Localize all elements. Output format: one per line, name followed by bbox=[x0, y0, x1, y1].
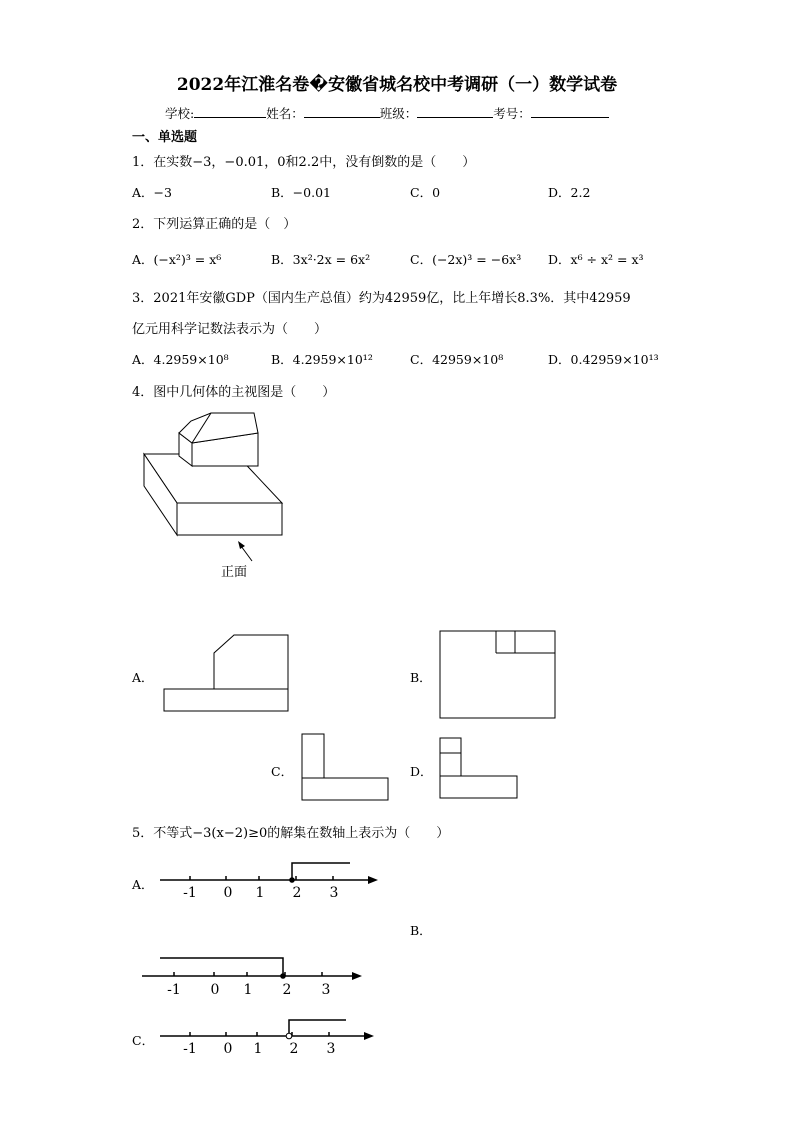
front-label: 正面 bbox=[221, 565, 248, 580]
q1-stem: 1．在实数−3，−0.01，0和2.2中，没有倒数的是（ ） bbox=[132, 155, 476, 170]
q3-option-d: D．0.42959×10¹³ bbox=[548, 352, 659, 367]
q3-option-c: C．42959×10⁸ bbox=[410, 352, 504, 367]
section-heading: 一、单选题 bbox=[132, 130, 198, 145]
q4-stem: 4．图中几何体的主视图是（ ） bbox=[132, 385, 336, 400]
q4-option-c-label: C． bbox=[271, 764, 294, 779]
axis-tick-label: 3 bbox=[326, 1041, 336, 1057]
q3-stem-line1: 3．2021年安徽GDP（国内生产总值）约为42959亿，比上年增长8.3%．其中42959 bbox=[132, 291, 631, 306]
q4-option-d-label: D． bbox=[410, 764, 433, 779]
q5-option-b-number-line bbox=[142, 958, 362, 980]
axis-tick-label: 1 bbox=[253, 1041, 263, 1057]
exam-title: 2022年江淮名卷�安徽省城名校中考调研（一）数学试卷 bbox=[176, 75, 618, 95]
q5-option-a-label: A． bbox=[132, 877, 154, 892]
q2-option-d: D．x⁶ ÷ x² = x³ bbox=[548, 252, 644, 267]
axis-tick-label: -1 bbox=[167, 982, 181, 998]
q3-option-b: B．4.2959×10¹² bbox=[271, 352, 373, 367]
axis-tick-label: 1 bbox=[255, 885, 265, 901]
q5-option-c-label: C． bbox=[132, 1033, 155, 1048]
q1-option-d: D．2.2 bbox=[548, 185, 591, 200]
q5-option-a-number-line bbox=[160, 863, 378, 884]
q2-option-a: A．(−x²)³ = x⁶ bbox=[132, 252, 222, 267]
axis-tick-label: 0 bbox=[210, 982, 220, 998]
q1-option-c: C．0 bbox=[410, 185, 441, 200]
q1-option-a: A．−3 bbox=[132, 185, 172, 200]
axis-tick-label: 2 bbox=[292, 885, 302, 901]
name-label: 姓名： bbox=[266, 106, 304, 121]
school-label: 学校: bbox=[165, 106, 195, 121]
axis-tick-label: -1 bbox=[183, 1041, 197, 1057]
exam-no-label: 考号： bbox=[493, 106, 531, 121]
q2-option-c: C．(−2x)³ = −6x³ bbox=[410, 252, 522, 267]
axis-tick-label: 1 bbox=[243, 982, 253, 998]
q1-option-b: B．−0.01 bbox=[271, 185, 331, 200]
axis-tick-label: 0 bbox=[223, 885, 233, 901]
q4-option-a-label: A． bbox=[132, 670, 154, 685]
axis-tick-label: -1 bbox=[183, 885, 197, 901]
q2-stem: 2．下列运算正确的是（ ） bbox=[132, 217, 297, 232]
axis-tick-label: 2 bbox=[289, 1041, 299, 1057]
axis-tick-label: 0 bbox=[223, 1041, 233, 1057]
q5-stem: 5．不等式−3(x−2)≥0的解集在数轴上表示为（ ） bbox=[132, 826, 450, 841]
q2-option-b: B．3x²·2x = 6x² bbox=[271, 252, 371, 267]
q4-option-b-label: B． bbox=[410, 670, 432, 685]
axis-tick-label: 3 bbox=[321, 982, 331, 998]
q5-option-b-label: B． bbox=[410, 923, 432, 938]
axis-tick-label: 2 bbox=[282, 982, 292, 998]
axis-tick-label: 3 bbox=[329, 885, 339, 901]
class-label: 班级： bbox=[379, 106, 418, 121]
q3-stem-line2: 亿元用科学记数法表示为（ ） bbox=[132, 322, 328, 337]
q3-option-a: A．4.2959×10⁸ bbox=[132, 352, 229, 367]
q5-option-c-number-line bbox=[160, 1020, 374, 1040]
